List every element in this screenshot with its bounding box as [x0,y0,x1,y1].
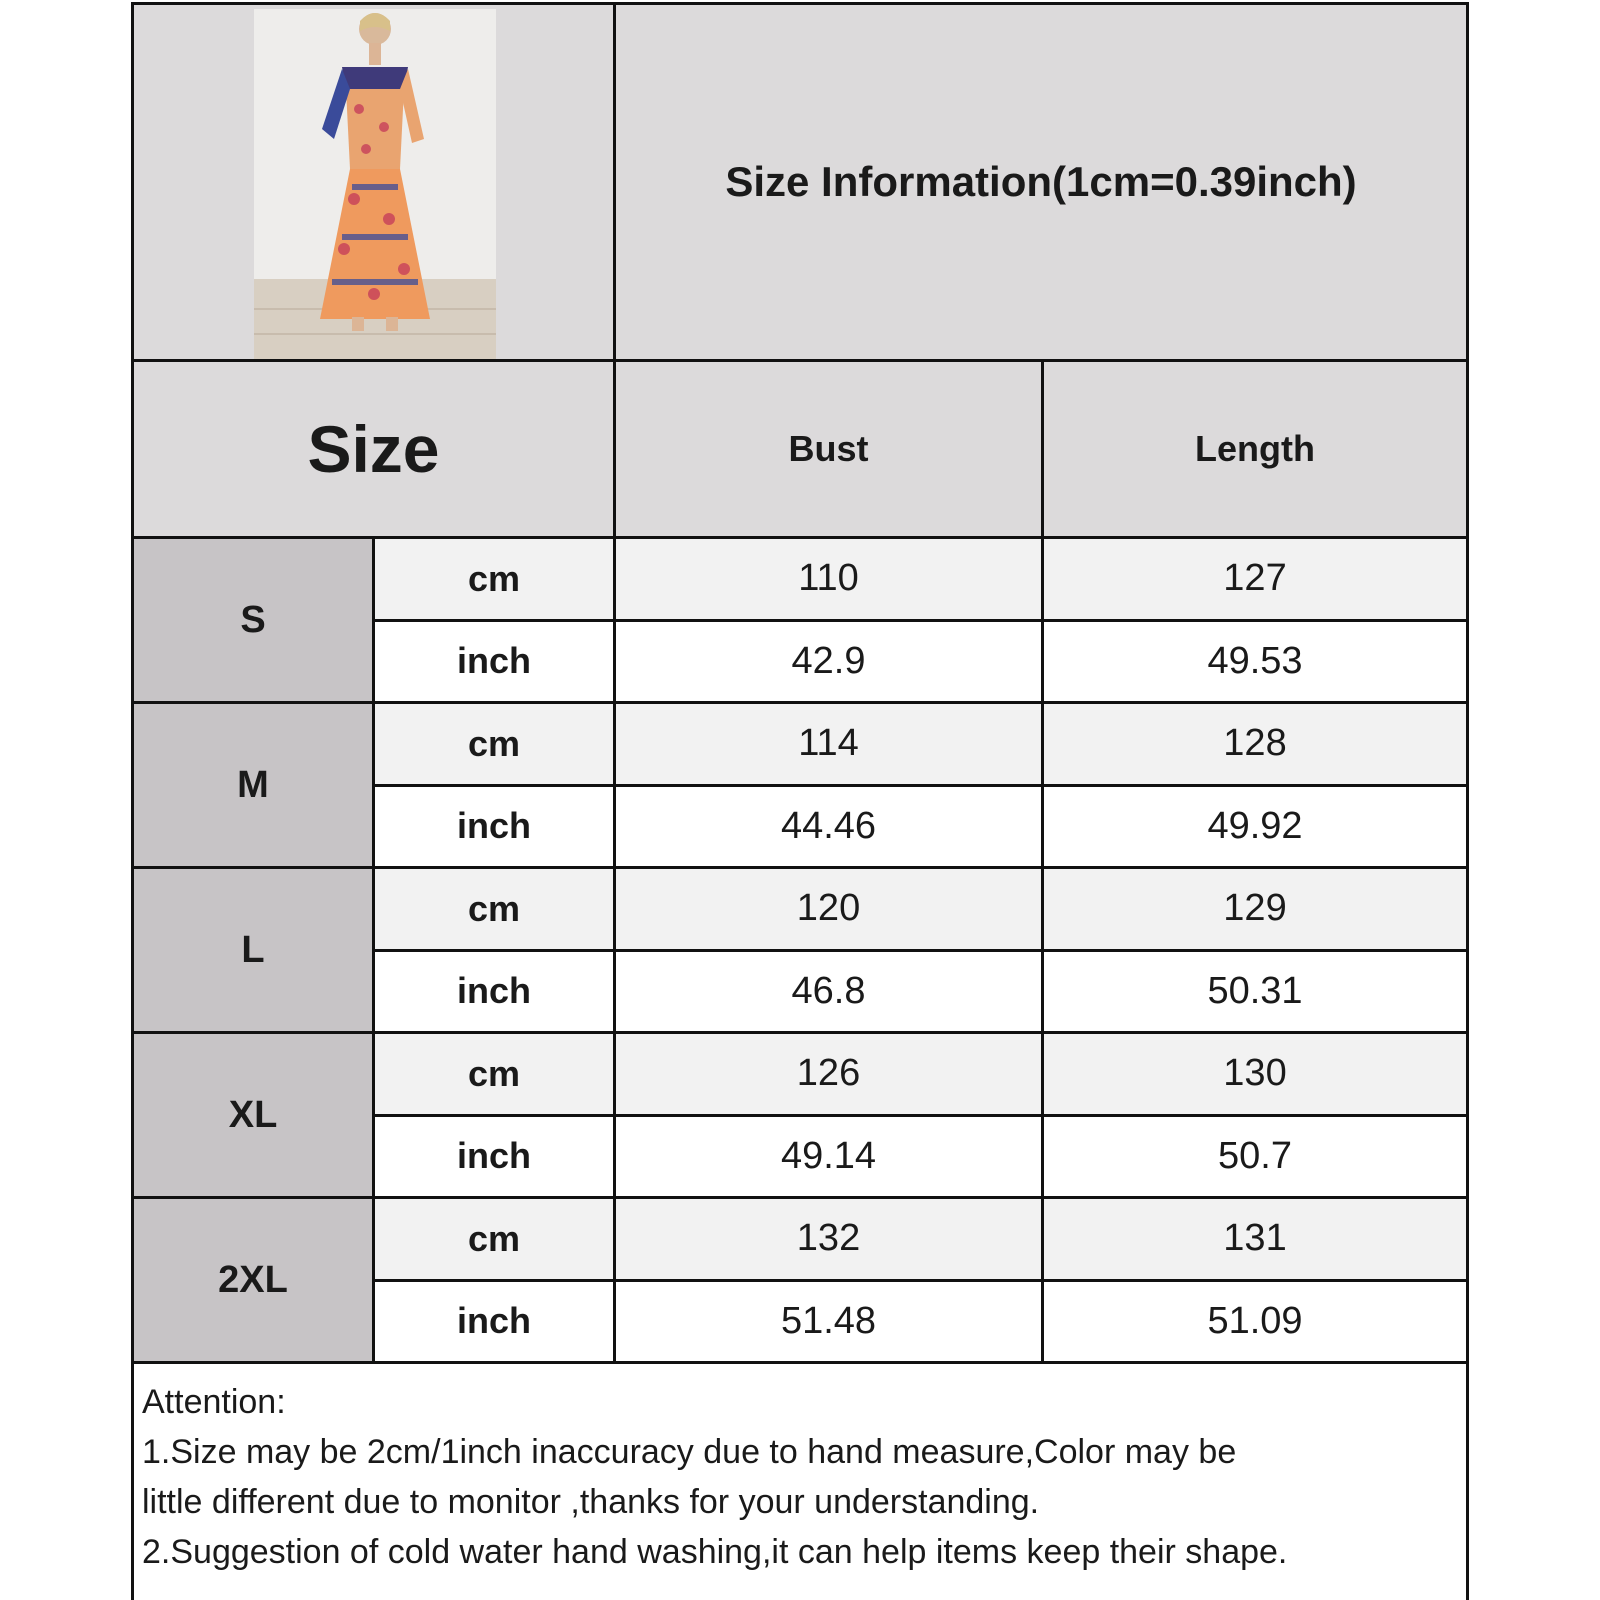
length-column-header: Length [1044,362,1466,539]
photo-cell [134,5,616,362]
unit-cm: cm [375,1199,616,1282]
length-cm-value: 130 [1044,1034,1466,1117]
length-cm-value: 131 [1044,1199,1466,1282]
attention-line-2: little different due to monitor ,thanks for your understanding. [142,1483,1040,1521]
length-cm-value: 127 [1044,539,1466,622]
length-inch-value: 51.09 [1044,1282,1466,1365]
size-label-2xl: 2XL [134,1199,375,1364]
unit-inch: inch [375,1117,616,1200]
bust-inch-value: 51.48 [616,1282,1044,1365]
size-column-header: Size [134,362,616,539]
size-label-xl: XL [134,1034,375,1199]
unit-cm: cm [375,1034,616,1117]
unit-inch: inch [375,1282,616,1365]
unit-cm: cm [375,704,616,787]
bust-inch-value: 42.9 [616,622,1044,705]
bust-column-header: Bust [616,362,1044,539]
bust-cm-value: 120 [616,869,1044,952]
unit-inch: inch [375,952,616,1035]
unit-cm: cm [375,869,616,952]
dress-illustration-icon [254,9,496,359]
bust-cm-value: 126 [616,1034,1044,1117]
bust-inch-value: 49.14 [616,1117,1044,1200]
bust-inch-value: 44.46 [616,787,1044,870]
length-inch-value: 50.31 [1044,952,1466,1035]
size-label-l: L [134,869,375,1034]
length-inch-value: 49.53 [1044,622,1466,705]
unit-inch: inch [375,622,616,705]
attention-notes [142,1377,1462,1577]
size-label-m: M [134,704,375,869]
length-inch-value: 50.7 [1044,1117,1466,1200]
unit-inch: inch [375,787,616,870]
length-cm-value: 129 [1044,869,1466,952]
size-chart [131,2,1469,1600]
model-dress-photo [254,9,496,359]
length-inch-value: 49.92 [1044,787,1466,870]
unit-cm: cm [375,539,616,622]
bust-cm-value: 110 [616,539,1044,622]
attention-line-1: 1.Size may be 2cm/1inch inaccuracy due to hand measure,Color may be [142,1433,1237,1471]
bust-cm-value: 114 [616,704,1044,787]
bust-inch-value: 46.8 [616,952,1044,1035]
bust-cm-value: 132 [616,1199,1044,1282]
length-cm-value: 128 [1044,704,1466,787]
size-label-s: S [134,539,375,704]
attention-heading: Attention: [142,1383,286,1421]
attention-line-3: 2.Suggestion of cold water hand washing,it can help items keep their shape. [142,1533,1288,1571]
size-information-title: Size Information(1cm=0.39inch) [616,5,1466,362]
